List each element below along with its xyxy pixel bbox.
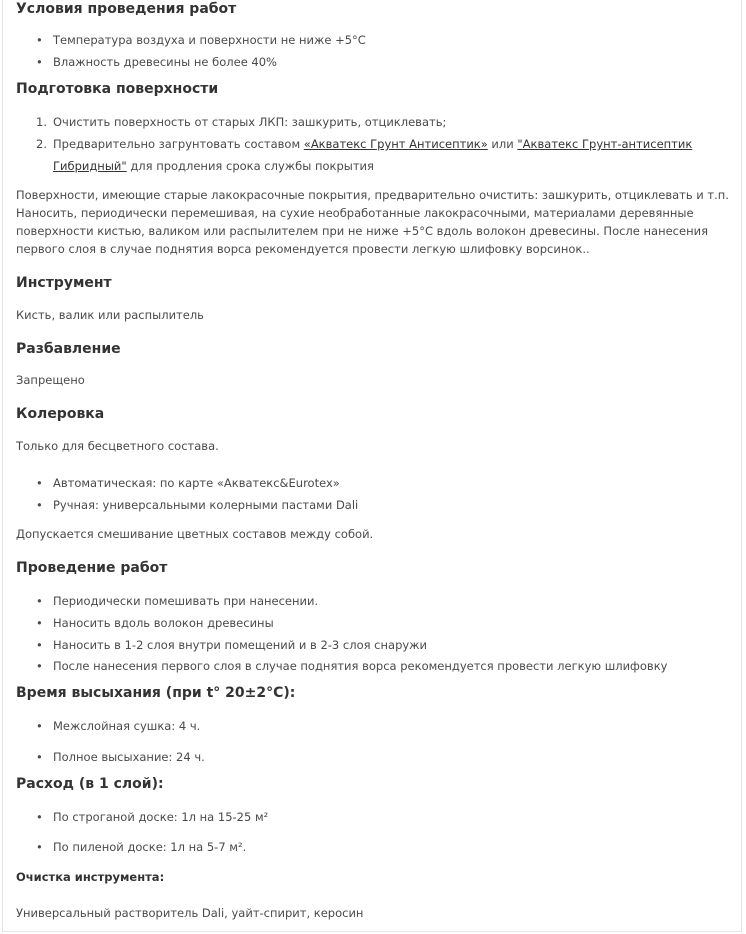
section-title-cleaning: Очистка инструмента: [16,870,165,884]
tinting-text: Только для бесцветного состава. [16,439,219,453]
section-title-tool: Инструмент [16,275,112,291]
tinting-note: Допускается смешивание цветных составов между собой. [16,527,374,541]
section-title-preparation: Подготовка поверхности [16,81,219,97]
link-aquatex-primer-antiseptic[interactable]: «Акватекс Грунт Антисептик» [303,137,488,151]
section-title-conditions: Условия проведения работ [16,1,237,17]
section-title-consumption: Расход (в 1 слой): [16,776,164,792]
section-title-works: Проведение работ [16,560,168,576]
preparation-paragraph: Поверхности, имеющие старые лакокрасочные покрытия, предварительно очистить: зашкурить, отциклевать и т.п. Наносить, периодически перемешивая, на сухие необработанные лакокрасочными, материалами деревянные поверхности кистью, валиком или распылителем при не ниже +5°С вдоль волокон древесины. После нанесения первого слоя в случае поднятия ворса рекомендуется провести легкую шлифовку ворсинок.. [16,188,729,256]
dilution-text: Запрещено [16,373,85,387]
section-title-dilution: Разбавление [16,341,121,357]
section-title-drying: Время высыхания (при t° 20±2°С): [16,685,296,701]
section-title-tinting: Колеровка [16,406,105,422]
link-aquatex-primer-hybrid[interactable]: "Акватекс Грунт-антисептик Гибридный" [53,137,693,173]
cleaning-text: Универсальный растворитель Dali, уайт-спирит, керосин [16,906,364,920]
tool-text: Кисть, валик или распылитель [16,308,204,322]
